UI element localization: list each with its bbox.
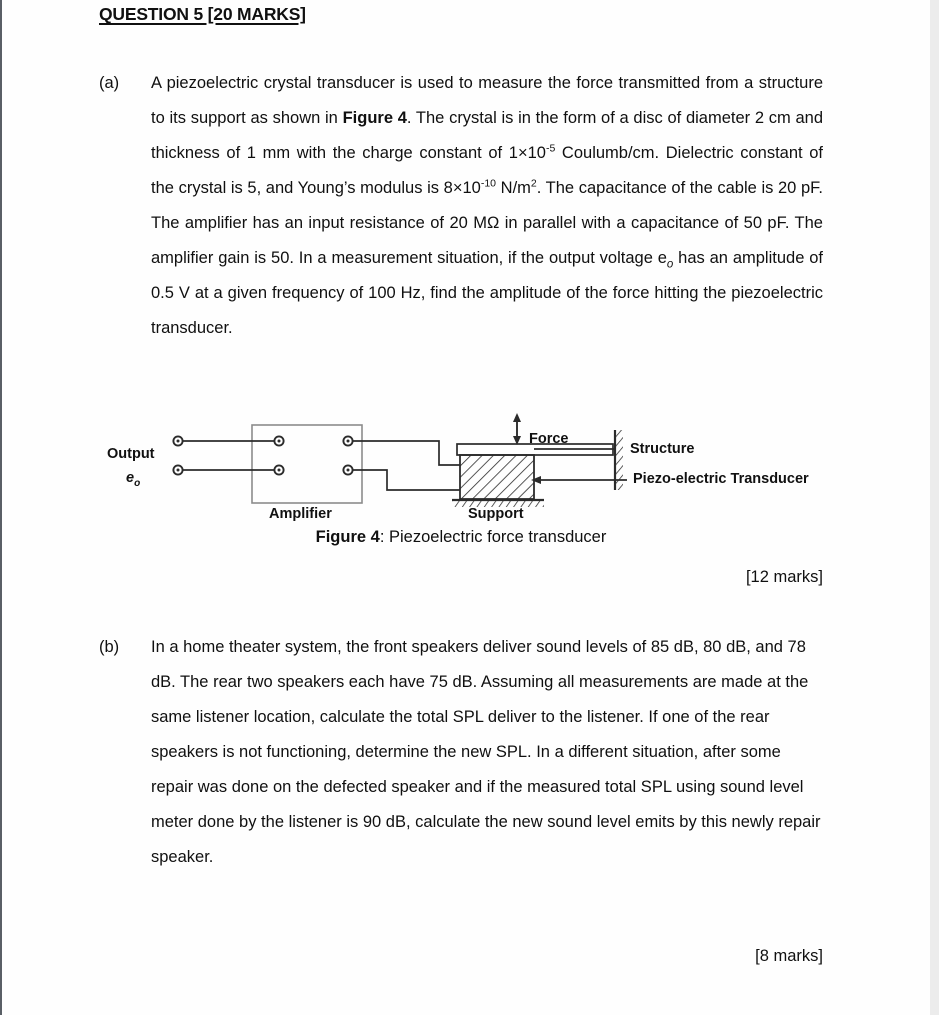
cable-lower	[353, 470, 460, 490]
figure-label-structure: Structure	[630, 441, 695, 457]
output-e-symbol: e	[126, 470, 135, 486]
figure-reference: Figure 4	[342, 109, 407, 127]
part-a-seg4: N/m	[496, 179, 531, 197]
marks-part-a: [12 marks]	[745, 568, 823, 586]
figure-caption-bold: Figure 4	[315, 528, 380, 546]
marks-part-b: [8 marks]	[755, 947, 823, 965]
figure-caption-rest: : Piezoelectric force transducer	[379, 528, 607, 546]
figure-label-transducer: Piezo-electric Transducer	[633, 471, 809, 487]
figure-label-output-subscript	[126, 470, 141, 489]
terminal-amp-in-bottom-inner	[278, 469, 281, 472]
terminal-amp-out-bottom-inner	[347, 469, 350, 472]
terminal-output-top-inner	[177, 440, 180, 443]
part-a-seg5: . The capacitance of the cable is 20 pF. The amplifier has an input resistance of 20 MΩ in parallel with a capacitance of 50 pF. The amplifier gain is 50. In a measurement situation, if the output voltage e	[151, 179, 823, 267]
exponent-square: 2	[530, 177, 537, 190]
figure-label-force: Force	[529, 431, 569, 447]
figure-label-support: Support	[468, 506, 524, 522]
terminal-amp-in-top-inner	[278, 440, 281, 443]
figure-caption	[99, 528, 823, 547]
page-edge-strip	[930, 0, 939, 1015]
part-a-seg3: Coulumb/cm. Dielectric constant of the crystal is 5, and Young’s modulus is 8×10	[151, 144, 824, 197]
cable-upper	[353, 441, 460, 465]
part-a-text	[151, 66, 823, 346]
force-arrow-head-up	[513, 413, 521, 422]
page-content	[2, 0, 930, 1015]
part-b-text: In a home theater system, the front speakers deliver sound levels of 85 dB, 80 dB, and 78 dB. The rear two speakers each have 75 dB. Assuming all measurements are made at the same listener location, calculate the total SPL deliver to the listener. If one of the rear speakers is not functioning, determine the new SPL. In a different situation, after some repair was done on the defected speaker and if the measured total SPL using sound level meter done by the listener is 90 dB, calculate the new sound level emits by this newly repair speaker.	[151, 638, 821, 866]
part-a-seg2: . The crystal is in the form of a disc of diameter 2 cm and thickness of 1 mm with the charge constant of 1×10	[151, 109, 824, 162]
figure-label-output: Output	[107, 446, 155, 462]
part-a-seg6: has an amplitude of 0.5 V at a given frequency of 100 Hz, find the amplitude of the force hitting the piezoelectric transducer.	[151, 249, 823, 337]
output-o-subscript: o	[134, 477, 141, 489]
terminal-amp-out-top-inner	[347, 440, 350, 443]
figure-label-amplifier: Amplifier	[269, 506, 332, 522]
part-a-label: (a)	[99, 74, 120, 92]
subscript-output-voltage: o	[666, 258, 674, 271]
piezoelectric-transducer-block	[460, 455, 534, 499]
page-title: QUESTION 5 [20 MARKS]	[99, 4, 306, 24]
question-part-a	[99, 66, 823, 346]
exponent-youngs-modulus: -10	[480, 177, 497, 190]
part-a-seg1: A piezoelectric crystal transducer is used to measure the force transmitted from a structure to its support as shown in	[151, 74, 823, 127]
terminal-output-bottom-inner	[177, 469, 180, 472]
part-b-label: (b)	[99, 638, 120, 656]
structure-wall-hatching	[615, 430, 623, 490]
exponent-charge-constant: -5	[545, 142, 556, 155]
question-part-b	[99, 630, 823, 875]
